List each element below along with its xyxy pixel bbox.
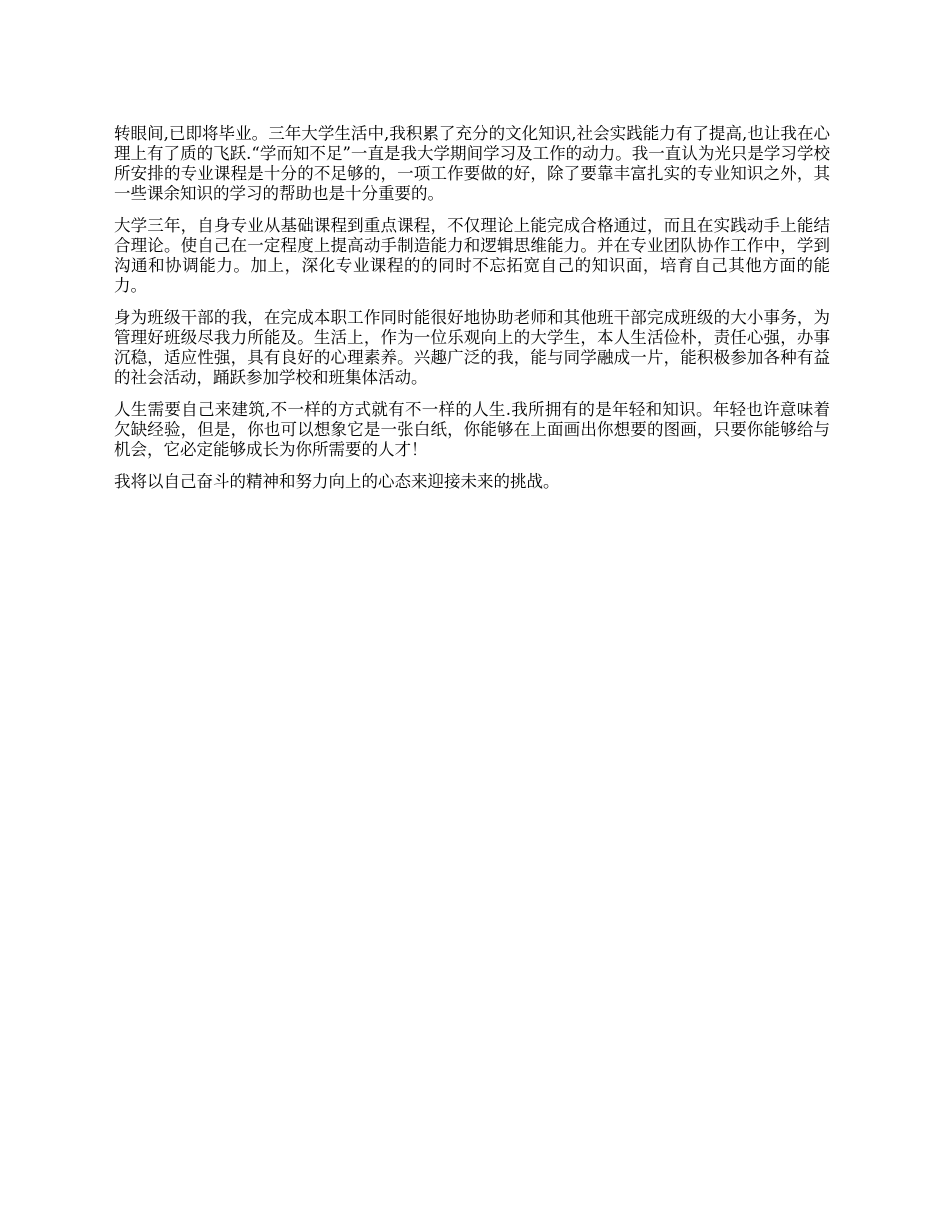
paragraph-class-cadre: 身为班级干部的我，在完成本职工作同时能很好地协助老师和其他班干部完成班级的大小事务，为管理好班级尽我力所能及。生活上，作为一位乐观向上的大学生，本人生活俭朴，责任心强，办事沉稳，适应性强，具有良好的心理素养。兴趣广泛的我，能与同学融成一片，能积极参加各种有益的社会活动，踊跃参加学校和班集体活动。 (114, 308, 830, 387)
document-body (114, 124, 830, 504)
paragraph-closing: 我将以自己奋斗的精神和努力向上的心态来迎接未来的挑战。 (114, 472, 560, 491)
paragraph-graduation-intro: 转眼间,已即将毕业。三年大学生活中,我积累了充分的文化知识,社会实践能力有了提高,也让我在心理上有了质的飞跃.“学而知不足”一直是我大学期间学习及工作的动力。我一直认为光只是学习学校所安排的专业课程是十分的不足够的，一项工作要做的好，除了要靠丰富扎实的专业知识之外，其一些课余知识的学习的帮助也是十分重要的。 (114, 124, 830, 203)
paragraph-life-outlook: 人生需要自己来建筑,不一样的方式就有不一样的人生.我所拥有的是年轻和知识。年轻也许意味着欠缺经验，但是，你也可以想象它是一张白纸，你能够在上面画出你想要的图画，只要你能够给与机会，它必定能够成长为你所需要的人才！ (114, 400, 830, 459)
paragraph-academic-study: 大学三年，自身专业从基础课程到重点课程，不仅理论上能完成合格通过，而且在实践动手上能结合理论。使自己在一定程度上提高动手制造能力和逻辑思维能力。并在专业团队协作工作中，学到沟通和协调能力。加上，深化专业课程的的同时不忘拓宽自己的知识面，培育自己其他方面的能力。 (114, 216, 830, 295)
